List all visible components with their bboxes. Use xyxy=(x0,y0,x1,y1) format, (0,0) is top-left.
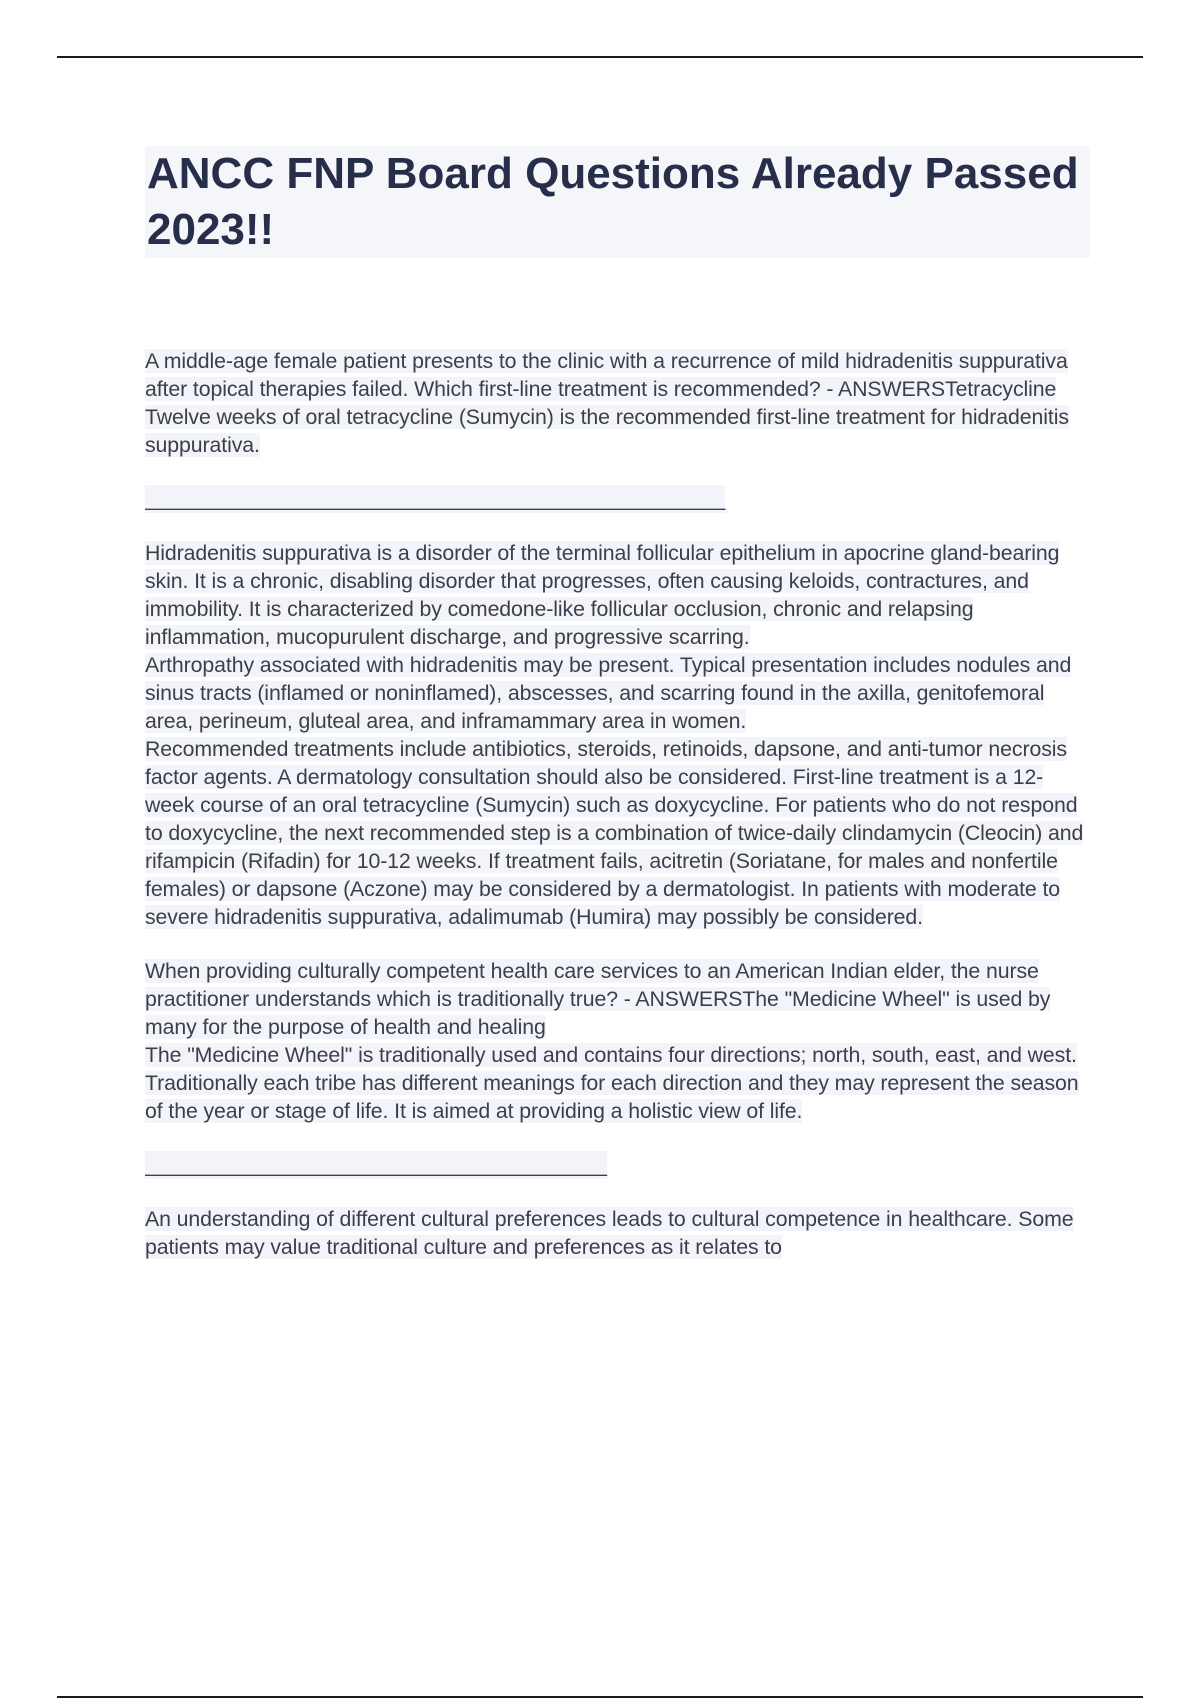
question-2-text: When providing culturally competent health care services to an American Indian elder, the nurse practitioner understands which is traditionally true? - ANSWERSThe "Medicine Wheel" is used by many for the purpose of health and healing xyxy=(145,959,1051,1039)
title-spacer xyxy=(145,258,1090,347)
divider-1-text: _________________________________________________ xyxy=(145,487,726,511)
question-1-rationale xyxy=(145,539,1090,931)
spacer xyxy=(145,1125,1090,1151)
document-title: ANCC FNP Board Questions Already Passed 2023!! xyxy=(145,146,1090,258)
rationale-paragraph-2: Arthropathy associated with hidradenitis may be present. Typical presentation includes nodules and sinus tracts (inflamed or noninflamed), abscesses, and scarring found in the axilla, genitofemoral area, perineum, gluteal area, and inframammary area in women. xyxy=(145,653,1072,733)
question-1-text: A middle-age female patient presents to the clinic with a recurrence of mild hidradenitis suppurativa after topical therapies failed. Which first-line treatment is recommended? - ANSWERSTetracycline xyxy=(145,349,1068,401)
top-rule xyxy=(57,56,1143,58)
question-2 xyxy=(145,957,1090,1125)
question-2-rationale xyxy=(145,1205,1090,1261)
spacer xyxy=(145,513,1090,539)
divider-1 xyxy=(145,485,1090,513)
rationale-paragraph-3: Recommended treatments include antibiotics, steroids, retinoids, dapsone, and anti-tumor necrosis factor agents. A dermatology consultation should also be considered. First-line treatment is a 12-week course of an oral tetracycline (Sumycin) such as doxycycline. For patients who do not respond to doxycycline, the next recommended step is a combination of twice-daily clindamycin (Cleocin) and rifampicin (Rifadin) for 10-12 weeks. If treatment fails, acitretin (Soriatane, for males and nonfertile females) or dapsone (Aczone) may be considered by a dermatologist. In patients with moderate to severe hidradenitis suppurativa, adalimumab (Humira) may possibly be considered. xyxy=(145,737,1084,929)
spacer xyxy=(145,931,1090,957)
bottom-rule xyxy=(57,1696,1143,1698)
question-1-answer-note: Twelve weeks of oral tetracycline (Sumycin) is the recommended first-line treatment for hidradenitis suppurativa. xyxy=(145,405,1069,457)
question-2-rationale-text: An understanding of different cultural preferences leads to cultural competence in healthcare. Some patients may value traditional culture and preferences as it relates to xyxy=(145,1207,1074,1259)
question-1 xyxy=(145,347,1090,459)
divider-2-text: _______________________________________ xyxy=(145,1153,607,1177)
divider-2 xyxy=(145,1151,1090,1179)
spacer xyxy=(145,1179,1090,1205)
rationale-paragraph-1: Hidradenitis suppurativa is a disorder of the terminal follicular epithelium in apocrine gland-bearing skin. It is a chronic, disabling disorder that progresses, often causing keloids, contractures, and immobility. It is characterized by comedone-like follicular occlusion, chronic and relapsing inflammation, mucopurulent discharge, and progressive scarring. xyxy=(145,541,1060,649)
question-2-answer-note: The "Medicine Wheel" is traditionally used and contains four directions; north, south, east, and west. Traditionally each tribe has different meanings for each direction and they may represent the season of the year or stage of life. It is aimed at providing a holistic view of life. xyxy=(145,1043,1079,1123)
spacer xyxy=(145,459,1090,485)
document-body xyxy=(145,146,1090,1261)
